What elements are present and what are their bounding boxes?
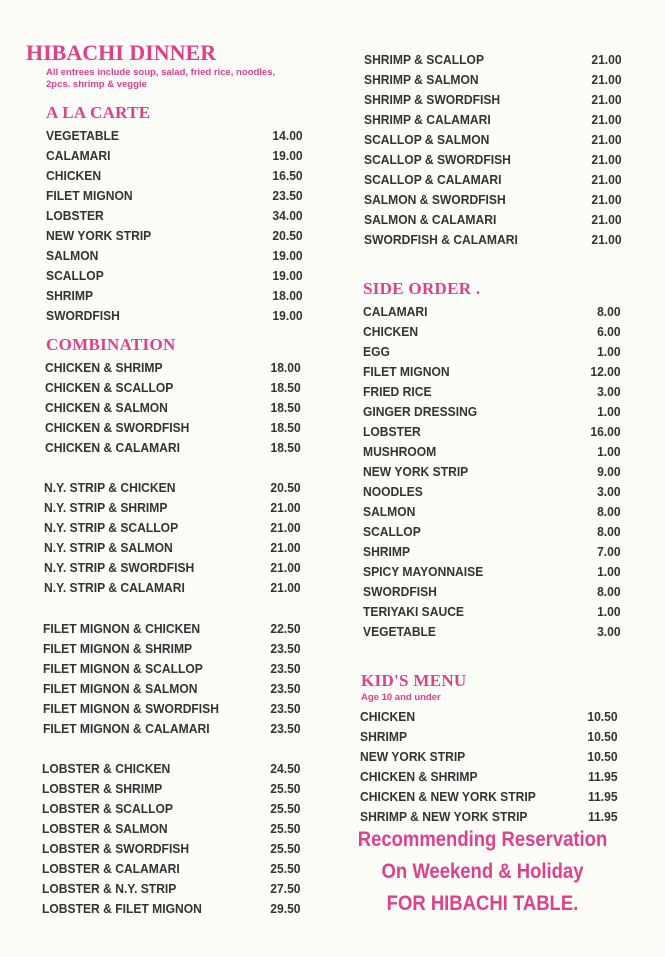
promo-line-1: Recommending Reservation	[357, 828, 608, 851]
menu-item-name: LOBSTER & SHRIMP	[42, 781, 163, 796]
menu-item	[364, 50, 622, 70]
menu-item-price: 21.00	[591, 112, 622, 127]
menu-item-name: SHRIMP & NEW YORK STRIP	[360, 809, 528, 824]
menu-item	[46, 286, 303, 306]
menu-item-name: NEW YORK STRIP	[46, 228, 152, 243]
menu-item	[363, 362, 621, 382]
menu-item-name: CHICKEN & CALAMARI	[45, 440, 181, 455]
menu-item-name: N.Y. STRIP & SCALLOP	[44, 520, 179, 535]
menu-item	[45, 398, 301, 418]
menu-item-price: 23.50	[270, 641, 301, 656]
menu-item	[42, 859, 301, 879]
menu-item-price: 25.50	[270, 781, 301, 796]
menu-item-price: 11.95	[588, 809, 618, 824]
menu-item	[363, 382, 621, 402]
kids-menu-heading: KID'S MENU	[361, 671, 467, 690]
menu-item-price: 16.50	[272, 168, 303, 183]
menu-item-price: 22.50	[270, 621, 301, 636]
menu-item-price: 25.50	[270, 861, 301, 876]
menu-item-name: LOBSTER	[363, 424, 421, 439]
menu-item-name: CHICKEN	[363, 324, 419, 339]
menu-item	[42, 779, 301, 799]
menu-item-name: SCALLOP	[46, 268, 104, 283]
menu-item	[43, 619, 301, 639]
menu-item-name: LOBSTER & CALAMARI	[42, 861, 180, 876]
menu-item	[45, 418, 301, 438]
menu-item	[46, 226, 303, 246]
menu-item-price: 21.00	[270, 540, 301, 555]
menu-item-name: FILET MIGNON & SWORDFISH	[43, 701, 219, 716]
menu-item-price: 29.50	[270, 901, 301, 916]
menu-item-name: NEW YORK STRIP	[363, 464, 469, 479]
menu-item-price: 21.00	[591, 212, 622, 227]
menu-item-price: 1.00	[597, 604, 621, 619]
menu-item	[43, 659, 301, 679]
menu-item-price: 19.00	[272, 308, 303, 323]
menu-item-price: 11.95	[588, 789, 618, 804]
menu-item-price: 6.00	[597, 324, 621, 339]
menu-item-name: N.Y. STRIP & SALMON	[44, 540, 173, 555]
menu-item-price: 10.50	[587, 729, 618, 744]
menu-item-price: 19.00	[272, 148, 303, 163]
menu-item-name: SHRIMP & SALMON	[364, 72, 479, 87]
menu-item-price: 21.00	[591, 232, 622, 247]
menu-item-price: 21.00	[591, 152, 622, 167]
menu-item-price: 21.00	[591, 92, 622, 107]
menu-item-price: 8.00	[597, 304, 621, 319]
menu-item-name: CHICKEN & SHRIMP	[45, 360, 163, 375]
menu-item-price: 7.00	[597, 544, 621, 559]
menu-item-price: 19.00	[272, 248, 303, 263]
menu-item-price: 23.50	[270, 721, 301, 736]
menu-item-name: CHICKEN	[46, 168, 102, 183]
menu-item	[45, 438, 301, 458]
menu-item-price: 21.00	[591, 192, 622, 207]
menu-item-name: SCALLOP & SALMON	[364, 132, 490, 147]
menu-item-name: SALMON & CALAMARI	[364, 212, 497, 227]
menu-item	[44, 538, 301, 558]
menu-item-price: 19.00	[272, 268, 303, 283]
combo-group-seafood	[364, 50, 626, 250]
menu-item-price: 20.50	[270, 480, 301, 495]
menu-item	[363, 502, 621, 522]
menu-item	[363, 422, 621, 442]
entree-note: All entrees include soup, salad, fried rice, noodles, 2pcs. shrimp & veggie	[46, 67, 276, 90]
menu-item-name: SALMON	[46, 248, 99, 263]
menu-item-name: FILET MIGNON & SALMON	[43, 681, 198, 696]
menu-item-price: 25.50	[270, 821, 301, 836]
menu-item-name: CHICKEN & SWORDFISH	[45, 420, 190, 435]
menu-item-name: CHICKEN	[360, 709, 416, 724]
menu-item-name: SHRIMP & SWORDFISH	[364, 92, 501, 107]
menu-item-price: 18.00	[272, 288, 303, 303]
menu-item	[46, 126, 303, 146]
menu-item-name: SHRIMP	[360, 729, 408, 744]
menu-item-name: SCALLOP & CALAMARI	[364, 172, 502, 187]
menu-item-name: SCALLOP	[363, 524, 421, 539]
menu-item-price: 21.00	[270, 500, 301, 515]
menu-item-name: CALAMARI	[363, 304, 428, 319]
menu-item-price: 23.50	[272, 188, 303, 203]
menu-item-name: FILET MIGNON & CALAMARI	[43, 721, 210, 736]
menu-item-price: 8.00	[597, 524, 621, 539]
menu-item-price: 27.50	[270, 881, 301, 896]
menu-item-name: N.Y. STRIP & CHICKEN	[44, 480, 176, 495]
menu-item-name: N.Y. STRIP & CALAMARI	[44, 580, 185, 595]
menu-item-name: LOBSTER & SALMON	[42, 821, 168, 836]
menu-item-name: SHRIMP & CALAMARI	[364, 112, 491, 127]
menu-item-name: EGG	[363, 344, 390, 359]
menu-item-price: 8.00	[597, 504, 621, 519]
menu-item-name: N.Y. STRIP & SWORDFISH	[44, 560, 195, 575]
menu-item	[363, 582, 621, 602]
a-la-carte-list	[46, 126, 306, 326]
menu-item	[44, 558, 301, 578]
menu-item	[45, 378, 301, 398]
menu-item-price: 21.00	[270, 560, 301, 575]
menu-item-price: 20.50	[272, 228, 303, 243]
menu-item	[364, 230, 622, 250]
menu-item-price: 1.00	[597, 444, 621, 459]
menu-item-price: 11.95	[588, 769, 618, 784]
menu-item-price: 3.00	[597, 624, 621, 639]
menu-item	[363, 402, 621, 422]
menu-item-name: LOBSTER & CHICKEN	[42, 761, 171, 776]
menu-item	[43, 719, 301, 739]
menu-item-price: 3.00	[597, 384, 621, 399]
menu-item-name: SWORDFISH	[46, 308, 120, 323]
menu-item-name: TERIYAKI SAUCE	[363, 604, 465, 619]
combo-group-ny-strip	[44, 478, 304, 598]
menu-item	[364, 190, 622, 210]
menu-item-name: VEGETABLE	[363, 624, 437, 639]
menu-item	[46, 146, 303, 166]
menu-item	[360, 787, 618, 807]
menu-item	[360, 747, 618, 767]
menu-item	[364, 150, 622, 170]
menu-item-name: FRIED RICE	[363, 384, 432, 399]
menu-item	[45, 358, 301, 378]
menu-item-name: SWORDFISH	[363, 584, 437, 599]
menu-item-price: 24.50	[270, 761, 301, 776]
menu-item	[364, 90, 622, 110]
menu-item-price: 18.50	[270, 420, 301, 435]
menu-item-name: CHICKEN & SALMON	[45, 400, 168, 415]
menu-item	[46, 186, 303, 206]
menu-item-name: FILET MIGNON & CHICKEN	[43, 621, 201, 636]
menu-item-name: SALMON	[363, 504, 416, 519]
menu-item-name: SPICY MAYONNAISE	[363, 564, 484, 579]
menu-item-name: LOBSTER & FILET MIGNON	[42, 901, 202, 916]
menu-item-name: SHRIMP	[363, 544, 411, 559]
menu-item-name: FILET MIGNON & SHRIMP	[43, 641, 193, 656]
menu-item	[364, 110, 622, 130]
menu-item	[46, 206, 303, 226]
menu-item-price: 3.00	[597, 484, 621, 499]
menu-item-price: 21.00	[270, 520, 301, 535]
menu-item	[360, 707, 618, 727]
menu-item-price: 14.00	[272, 128, 303, 143]
menu-item-name: VEGETABLE	[46, 128, 120, 143]
menu-item	[42, 879, 301, 899]
menu-item-price: 10.50	[587, 749, 618, 764]
menu-item-name: FILET MIGNON	[363, 364, 450, 379]
promo-line-3: FOR HIBACHI TABLE.	[386, 892, 579, 915]
menu-item	[364, 210, 622, 230]
menu-item-name: SWORDFISH & CALAMARI	[364, 232, 518, 247]
menu-item-price: 1.00	[597, 564, 621, 579]
menu-item	[363, 562, 621, 582]
combination-heading: COMBINATION	[46, 335, 176, 354]
menu-item-price: 25.50	[270, 841, 301, 856]
menu-item-price: 21.00	[591, 172, 622, 187]
menu-item-name: LOBSTER & N.Y. STRIP	[42, 881, 177, 896]
menu-item	[363, 302, 621, 322]
menu-item	[43, 679, 301, 699]
menu-title: HIBACHI DINNER	[26, 40, 217, 65]
menu-item	[44, 518, 301, 538]
menu-item	[360, 807, 618, 827]
menu-item-name: NOODLES	[363, 484, 423, 499]
menu-item-price: 8.00	[597, 584, 621, 599]
menu-item	[42, 839, 301, 859]
combo-group-lobster	[42, 759, 302, 919]
menu-item-price: 12.00	[590, 364, 621, 379]
menu-item-name: FILET MIGNON & SCALLOP	[43, 661, 203, 676]
menu-item	[42, 759, 301, 779]
menu-item	[363, 622, 621, 642]
menu-item	[42, 819, 301, 839]
menu-item-name: CALAMARI	[46, 148, 111, 163]
combo-group-filet-mignon	[43, 619, 303, 739]
menu-item	[363, 602, 621, 622]
menu-item-name: MUSHROOM	[363, 444, 437, 459]
menu-item-name: SCALLOP & SWORDFISH	[364, 152, 511, 167]
menu-item-price: 18.00	[270, 360, 301, 375]
menu-item-name: FILET MIGNON	[46, 188, 133, 203]
menu-item	[43, 639, 301, 659]
side-order-heading: SIDE ORDER .	[363, 279, 481, 298]
menu-item-price: 34.00	[272, 208, 303, 223]
menu-item-price: 21.00	[591, 72, 622, 87]
menu-item	[364, 170, 622, 190]
menu-item-name: SHRIMP & SCALLOP	[364, 52, 485, 67]
menu-item-name: LOBSTER	[46, 208, 104, 223]
menu-item	[363, 322, 621, 342]
menu-item-price: 21.00	[591, 132, 622, 147]
menu-item-name: NEW YORK STRIP	[360, 749, 466, 764]
menu-item	[364, 130, 622, 150]
menu-item-name: SALMON & SWORDFISH	[364, 192, 506, 207]
menu-item	[364, 70, 622, 90]
menu-item-name: CHICKEN & NEW YORK STRIP	[360, 789, 536, 804]
promo-line-2: On Weekend & Holiday	[381, 860, 584, 883]
menu-item-price: 18.50	[270, 440, 301, 455]
kids-menu-subtitle: Age 10 and under	[361, 692, 441, 703]
menu-item	[363, 542, 621, 562]
menu-item	[44, 478, 301, 498]
menu-item	[44, 578, 301, 598]
menu-item	[363, 442, 621, 462]
menu-item-price: 1.00	[597, 404, 621, 419]
a-la-carte-heading: A LA CARTE	[46, 103, 151, 122]
side-order-list	[363, 302, 626, 642]
menu-item-name: N.Y. STRIP & SHRIMP	[44, 500, 168, 515]
menu-item-name: CHICKEN & SHRIMP	[360, 769, 478, 784]
menu-item-price: 16.00	[590, 424, 621, 439]
menu-item-price: 23.50	[270, 681, 301, 696]
menu-item-price: 25.50	[270, 801, 301, 816]
menu-item-price: 23.50	[270, 701, 301, 716]
kids-menu-list	[360, 707, 622, 827]
menu-item-name: GINGER DRESSING	[363, 404, 478, 419]
menu-item	[46, 306, 303, 326]
menu-item-price: 18.50	[270, 400, 301, 415]
menu-item	[363, 462, 621, 482]
combo-group-chicken	[45, 358, 305, 458]
menu-item	[42, 799, 301, 819]
menu-item-price: 23.50	[270, 661, 301, 676]
menu-item-price: 21.00	[270, 580, 301, 595]
menu-item	[363, 342, 621, 362]
menu-item-price: 1.00	[597, 344, 621, 359]
menu-item	[46, 266, 303, 286]
menu-item	[43, 699, 301, 719]
menu-item	[42, 899, 301, 919]
menu-item	[360, 727, 618, 747]
menu-item	[363, 522, 621, 542]
menu-item-price: 21.00	[591, 52, 622, 67]
menu-item	[46, 166, 303, 186]
menu-item	[44, 498, 301, 518]
menu-item-name: CHICKEN & SCALLOP	[45, 380, 174, 395]
menu-item-name: LOBSTER & SWORDFISH	[42, 841, 190, 856]
menu-item-price: 18.50	[270, 380, 301, 395]
menu-item	[360, 767, 618, 787]
menu-item-price: 10.50	[587, 709, 618, 724]
menu-item-price: 9.00	[597, 464, 621, 479]
menu-item	[46, 246, 303, 266]
menu-item-name: LOBSTER & SCALLOP	[42, 801, 173, 816]
menu-item-name: SHRIMP	[46, 288, 94, 303]
menu-item	[363, 482, 621, 502]
